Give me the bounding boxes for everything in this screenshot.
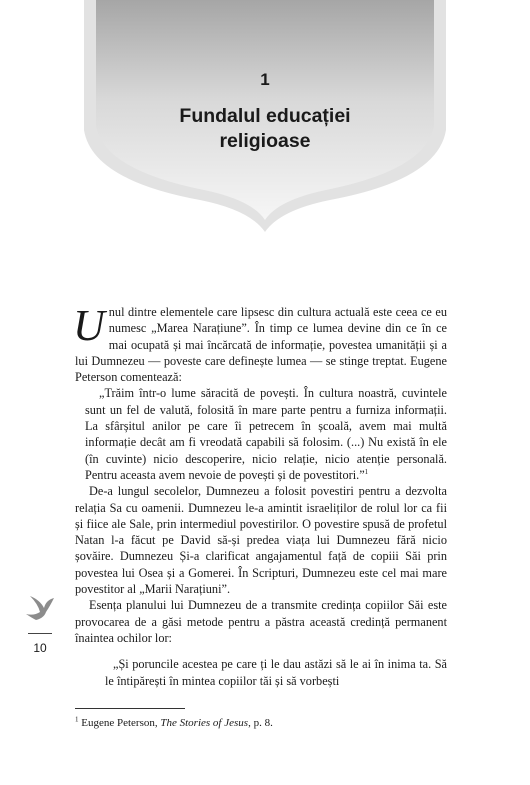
footnote-mark: 1 <box>75 715 79 724</box>
paragraph-stories: De-a lungul secolelor, Dumnezeu a folosit povestiri pentru a dezvolta relația Sa cu oamenii. Dumnezeu le-a amintit israeliților de rolul lor ca fii și fiice ale Sale, prin intermediul povestirilor. O povestire spusă de profetul Natan l-a făcut pe David să-și predea viața lui Dumnezeu fără nicio șovăire. Dumnezeu Și-a clarificat angajamentul față de copiii Săi prin povestea lui Osea și a Gomerei. În Scripturi, Dumnezeu este cel mai mare povestitor al „Marii Narațiuni”. <box>75 484 447 597</box>
dove-icon <box>24 590 58 624</box>
footnote-page: , p. 8. <box>248 717 273 729</box>
scripture-quote: „Și poruncile acestea pe care ți le dau astăzi să le ai în inima ta. Să le întipărești în mintea copiilor tăi și să vorbești <box>105 657 447 688</box>
chapter-title <box>0 104 530 154</box>
footnote-book-title: The Stories of Jesus <box>160 717 249 729</box>
page-number: 10 <box>33 641 47 655</box>
footnote-author: Eugene Peterson, <box>78 717 161 729</box>
chapter-number: 1 <box>260 70 270 89</box>
body-text <box>73 301 447 689</box>
footnote <box>75 716 455 730</box>
page-number-rule <box>28 633 52 634</box>
paragraph-plan: Esența planului lui Dumnezeu de a transmite credința copiilor Săi este provocarea de a găsi metode pentru a păstra această credință permanent înaintea ochilor lor: <box>75 598 447 645</box>
chapter-title-line-2: religioase <box>219 130 311 152</box>
block-quote-peterson <box>75 385 447 483</box>
footnote-divider <box>75 708 185 709</box>
block-quote-text: „Trăim într-o lume săracită de povești. În cultura noastră, cuvintele sunt un fel de valută, folosită în mare parte pentru a furniza informații. La sfârșitul anilor pe care îi petrecem în școală, avem mai multă informație decât am fi vreodată capabili să folosim. (...) Nu există în ele (în cuvinte) nicio descoperire, nicio relație, nicio atenție personală. Pentru aceasta avem nevoie de povești și de povestitori.” <box>85 386 447 482</box>
footnote-reference: 1 <box>364 467 369 476</box>
drop-cap: U <box>73 301 105 350</box>
paragraph-intro <box>73 301 447 385</box>
paragraph-intro-text: nul dintre elementele care lipsesc din cultura actuală este ceea ce eu numesc „Marea Narațiune”. În timp ce lumea devine din ce în ce mai ocupată și mai încărcată de informație, povestea umanității și a lui Dumnezeu — poveste care definește lumea — se stinge treptat. Eugene Peterson comentează: <box>75 305 447 385</box>
chapter-title-line-1: Fundalul educației <box>179 105 351 127</box>
